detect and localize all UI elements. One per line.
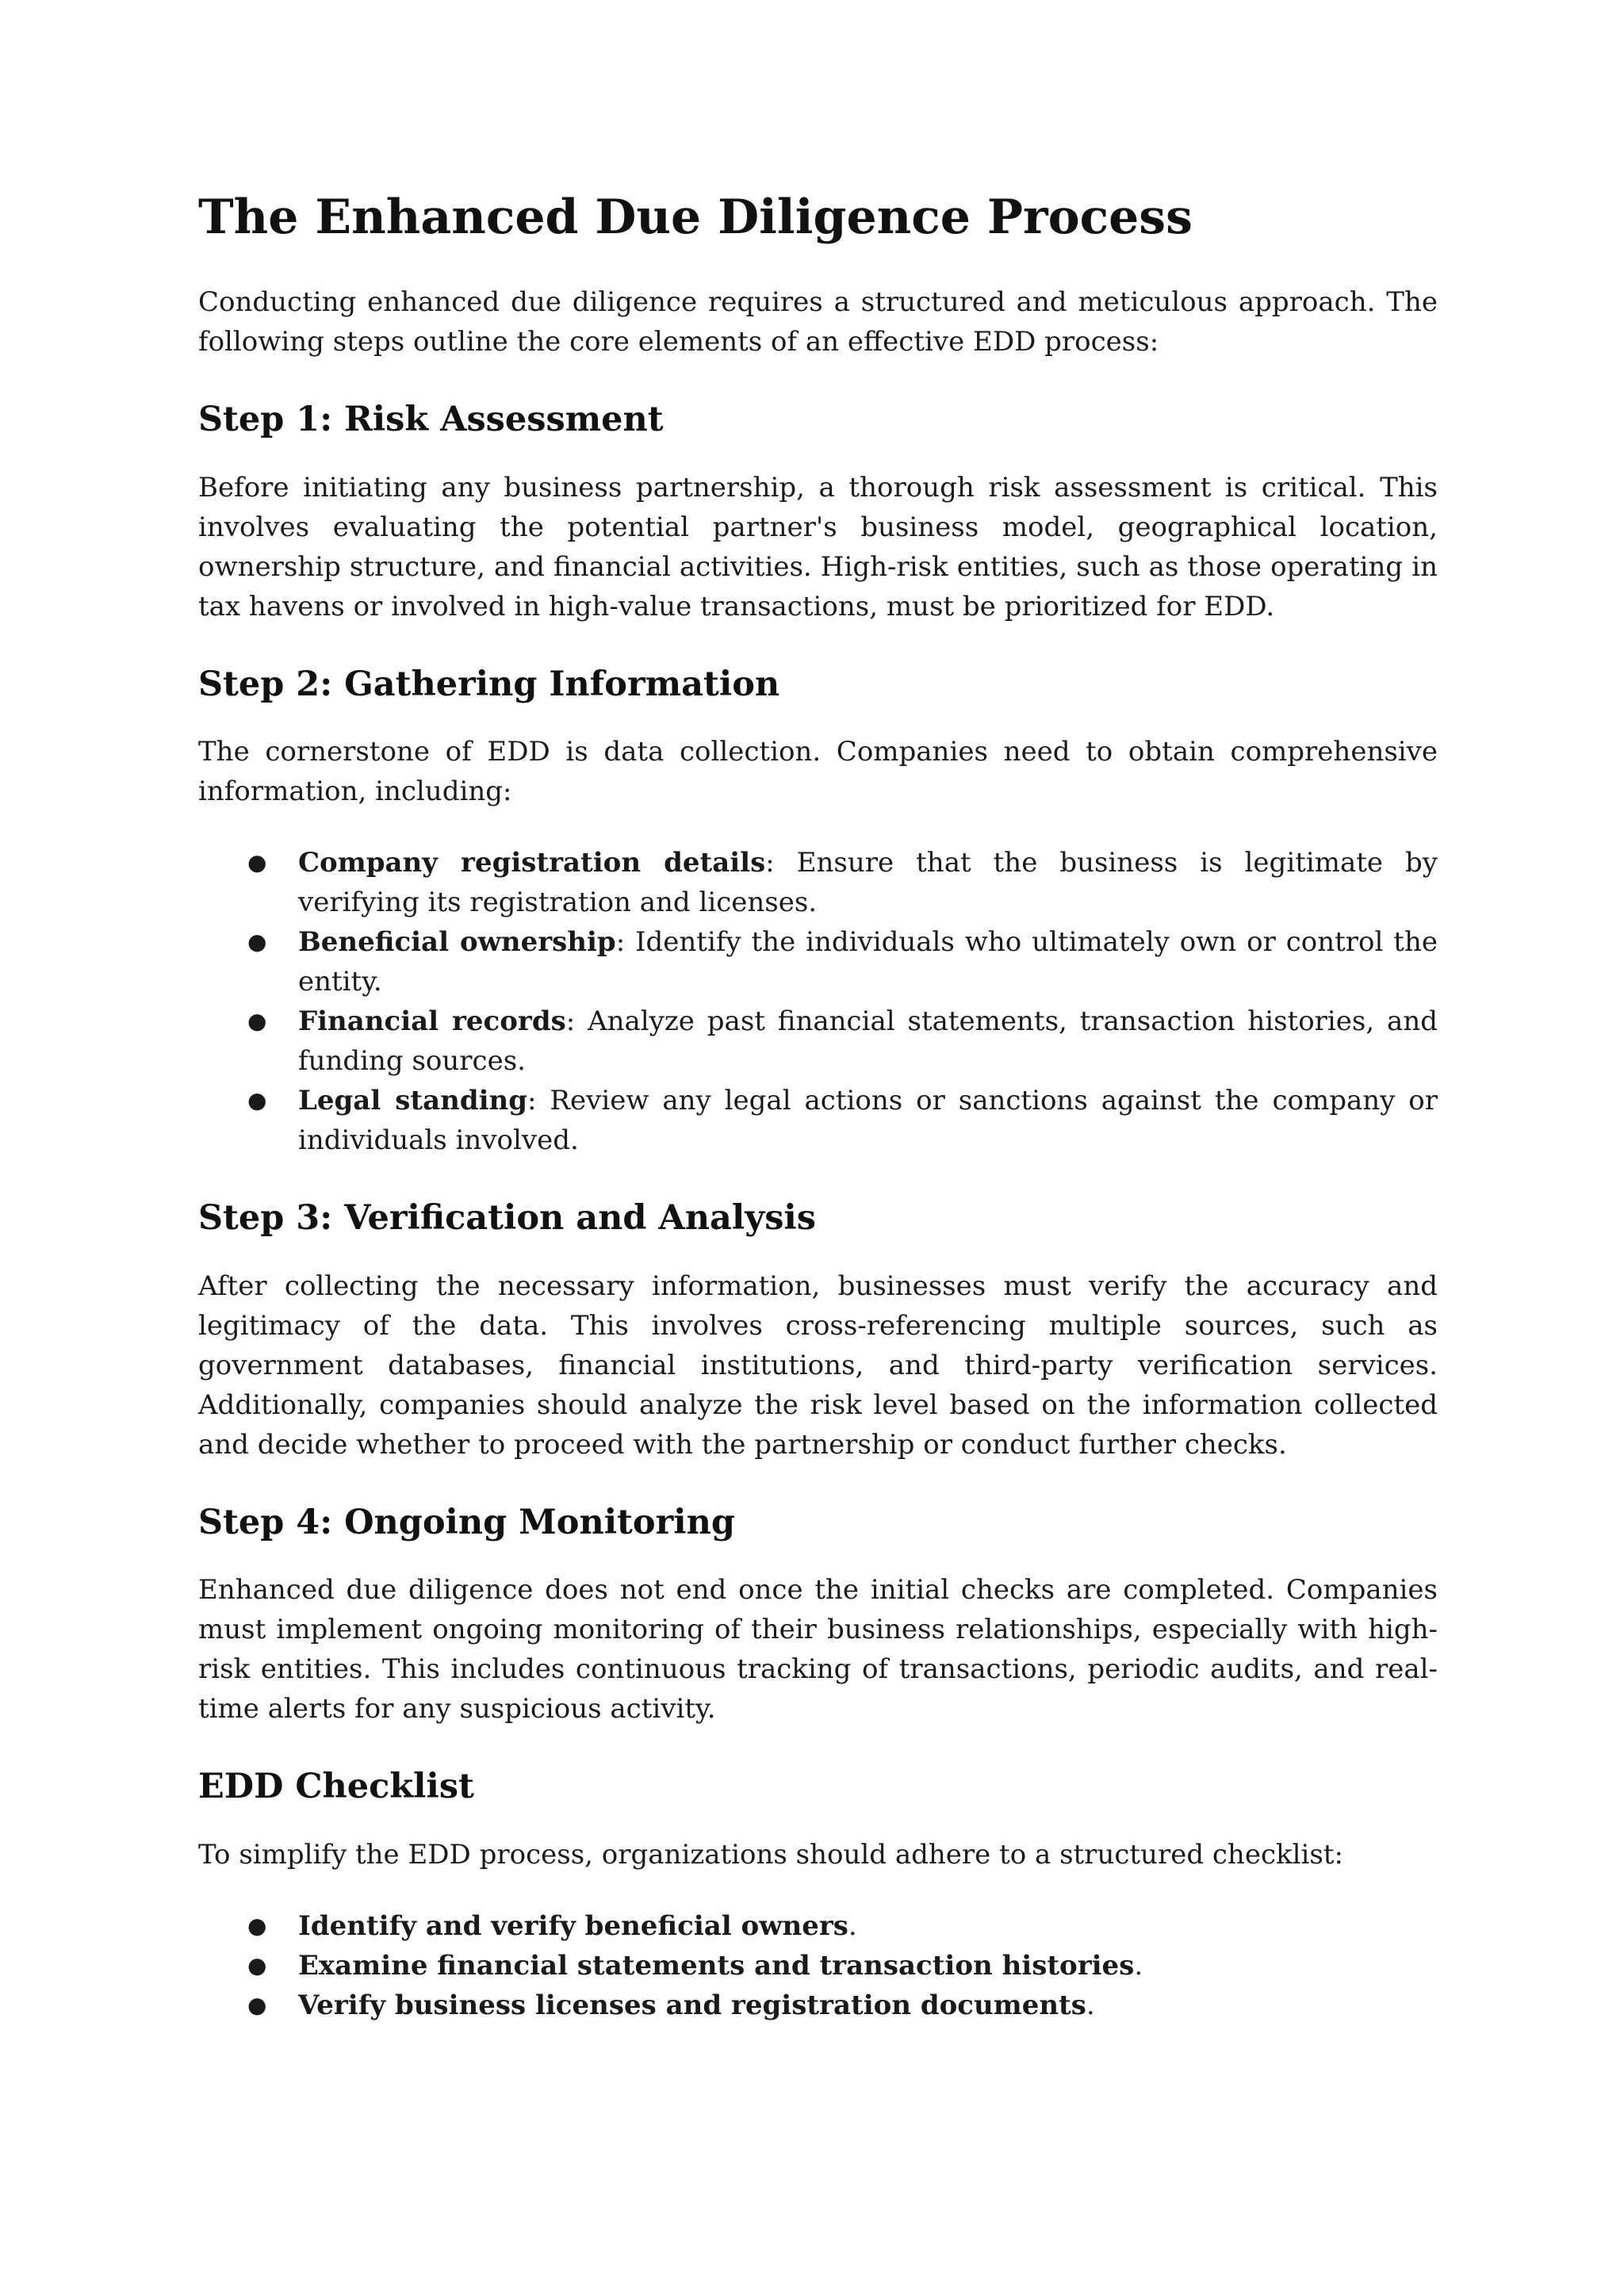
section-heading: Step 4: Ongoing Monitoring: [198, 1502, 735, 1542]
bullet-icon: ●: [247, 929, 267, 956]
section-heading: Step 3: Verification and Analysis: [198, 1198, 816, 1239]
document-content: [198, 189, 1438, 2025]
list-item-term: Beneficial ownership: [298, 926, 616, 959]
section-paragraph: After collecting the necessary information, businesses must verify the accuracy and legitimacy of the data. This involves cross-referencing multiple sources, such as government databases, financial institutions, and third-party verification services. Additionally, companies should analyze the risk level based on the information collected and decide whether to proceed with the partnership or conduct further checks.: [198, 1270, 1438, 1461]
list-item: [198, 922, 1438, 1001]
list-item-text: : Identify the individuals who ultimately own or control the entity.: [298, 926, 1438, 998]
list-item-term: Legal standing: [298, 1085, 528, 1117]
section-paragraph: Enhanced due diligence does not end once the initial checks are completed. Companies must implement ongoing monitoring of their business relationships, especially with high-risk entities. This includes continuous tracking of transactions, periodic audits, and real-time alerts for any suspicious activity.: [198, 1574, 1438, 1725]
checklist: [198, 1906, 1438, 2025]
section-step-2: [198, 664, 1438, 1161]
list-item-text: .: [1134, 1949, 1143, 1982]
list-item-term: Company registration details: [298, 847, 766, 879]
section-step-3: [198, 1198, 1438, 1465]
section-edd-checklist: [198, 1767, 1438, 2025]
list-item-text: : Analyze past financial statements, transaction histories, and funding sources.: [298, 1005, 1438, 1078]
section-heading: Step 1: Risk Assessment: [198, 400, 664, 439]
list-item-term: Financial records: [298, 1005, 566, 1038]
list-item: [198, 843, 1438, 922]
information-list: [198, 843, 1438, 1160]
bullet-icon: ●: [247, 1008, 267, 1035]
section-heading: Step 2: Gathering Information: [198, 664, 780, 704]
bullet-icon: ●: [247, 1951, 267, 1978]
section-paragraph: The cornerstone of EDD is data collection. Companies need to obtain comprehensive information, including:: [198, 736, 1438, 808]
document-title: The Enhanced Due Diligence Process: [198, 190, 1193, 245]
section-paragraph: To simplify the EDD process, organizations should adhere to a structured checklist:: [198, 1838, 1343, 1871]
list-item-term: Examine financial statements and transaction histories: [298, 1949, 1135, 1982]
bullet-icon: ●: [247, 849, 267, 876]
list-item: [198, 1946, 1438, 1986]
list-item-term: Verify business licenses and registration documents: [298, 1989, 1086, 2021]
bullet-icon: ●: [247, 1912, 267, 1939]
section-step-4: [198, 1503, 1438, 1729]
bullet-icon: ●: [247, 1991, 267, 2018]
list-item: [198, 1001, 1438, 1081]
list-item-text: : Ensure that the business is legitimate by verifying its registration and licenses.: [298, 847, 1438, 919]
list-item: [198, 1906, 1438, 1946]
bullet-icon: ●: [247, 1087, 267, 1114]
intro-paragraph: Conducting enhanced due diligence requires a structured and meticulous approach. The following steps outline the core elements of an effective EDD process:: [198, 286, 1438, 358]
list-item-text: .: [1086, 1989, 1095, 2021]
list-item: [198, 1986, 1438, 2025]
list-item-term: Identify and verify beneficial owners: [298, 1909, 848, 1942]
section-paragraph: Before initiating any business partnership, a thorough risk assessment is critical. This involves evaluating the potential partner's business model, geographical location, ownership structure, and financial activities. High-risk entities, such as those operating in tax havens or involved in high-value transactions, must be prioritized for EDD.: [198, 471, 1438, 622]
list-item-text: .: [848, 1909, 857, 1942]
section-step-1: [198, 400, 1438, 626]
list-item: [198, 1081, 1438, 1160]
section-heading: EDD Checklist: [198, 1767, 474, 1807]
list-item-text: : Review any legal actions or sanctions against the company or individuals involved.: [298, 1085, 1438, 1157]
